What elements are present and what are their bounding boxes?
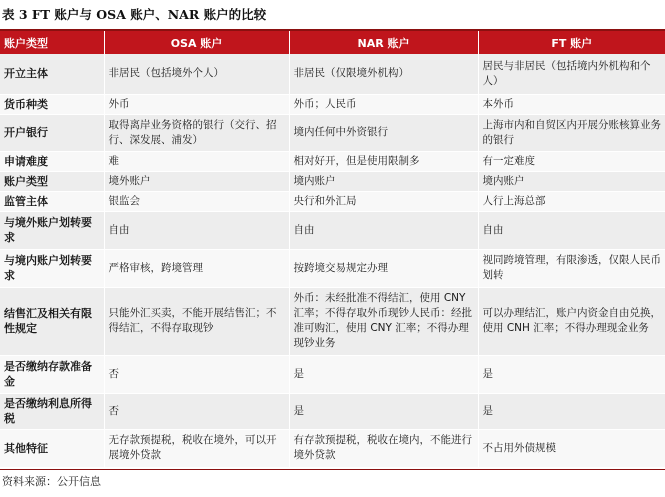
row-label: 申请难度 [0,151,104,171]
row-label: 账户类型 [0,171,104,191]
row-label: 是否缴纳存款准备金 [0,355,104,393]
column-header: NAR 账户 [289,31,478,54]
table-cell: 非居民（仅限境外机构） [289,54,478,94]
table-cell: 是 [289,355,478,393]
table-cell: 外币 [104,94,289,114]
table-row [0,114,665,151]
table-cell: 只能外汇买卖，不能开展结售汇；不得结汇，不得存取现钞 [104,287,289,355]
table-cell: 境外账户 [104,171,289,191]
table-cell: 境内任何中外资银行 [289,114,478,151]
table-cell: 按跨境交易规定办理 [289,249,478,287]
table-row [0,171,665,191]
column-header: OSA 账户 [104,31,289,54]
table-bottom-rule [0,469,665,470]
column-header: FT 账户 [478,31,665,54]
table-row [0,429,665,467]
table-cell: 是 [478,393,665,429]
table-cell: 是 [478,355,665,393]
comparison-table [0,31,665,468]
table-cell: 自由 [289,211,478,249]
table-cell: 境内账户 [289,171,478,191]
table-cell: 严格审核，跨境管理 [104,249,289,287]
row-label: 是否缴纳利息所得税 [0,393,104,429]
column-header: 账户类型 [0,31,104,54]
table-cell: 有一定难度 [478,151,665,171]
table-cell: 无存款预提税，税收在境外，可以开展境外贷款 [104,429,289,467]
table-row [0,249,665,287]
table-cell: 有存款预提税，税收在境内，不能进行境外贷款 [289,429,478,467]
table-title: 表 3 FT 账户与 OSA 账户、NAR 账户的比较 [2,7,267,22]
table-cell: 居民与非居民（包括境内外机构和个人） [478,54,665,94]
table-row [0,54,665,94]
table-cell: 相对好开，但是使用限制多 [289,151,478,171]
table-row [0,287,665,355]
table-row [0,94,665,114]
table-cell: 本外币 [478,94,665,114]
row-label: 与境内账户划转要求 [0,249,104,287]
row-label: 与境外账户划转要求 [0,211,104,249]
table-cell: 否 [104,393,289,429]
table-cell: 外币：未经批准不得结汇，使用 CNY 汇率；不得存取外币现钞人民币：经批准可购汇，使用 CNY 汇率；不得办理现钞业务 [289,287,478,355]
table-cell: 取得离岸业务资格的银行（交行、招行、深发展、浦发） [104,114,289,151]
table-cell: 可以办理结汇，账户内资金自由兑换，使用 CNH 汇率；不得办理现金业务 [478,287,665,355]
table-cell: 人行上海总部 [478,191,665,211]
table-row [0,211,665,249]
table-row [0,191,665,211]
table-cell: 银监会 [104,191,289,211]
source-note: 资料来源：公开信息 [2,475,101,488]
header-row [0,31,665,54]
table-row [0,393,665,429]
table-cell: 自由 [478,211,665,249]
table-cell: 不占用外债规模 [478,429,665,467]
table-cell: 外币；人民币 [289,94,478,114]
row-label: 开立主体 [0,54,104,94]
table-cell: 是 [289,393,478,429]
row-label: 货币种类 [0,94,104,114]
table-row [0,151,665,171]
row-label: 开户银行 [0,114,104,151]
table-row [0,355,665,393]
table-cell: 境内账户 [478,171,665,191]
table-cell: 上海市内和自贸区内开展分账核算业务的银行 [478,114,665,151]
table-cell: 否 [104,355,289,393]
table-cell: 非居民（包括境外个人） [104,54,289,94]
row-label: 其他特征 [0,429,104,467]
table-cell: 难 [104,151,289,171]
table-cell: 自由 [104,211,289,249]
row-label: 监管主体 [0,191,104,211]
table-cell: 视同跨境管理，有限渗透，仅限人民币划转 [478,249,665,287]
row-label: 结售汇及相关有限性规定 [0,287,104,355]
table-cell: 央行和外汇局 [289,191,478,211]
